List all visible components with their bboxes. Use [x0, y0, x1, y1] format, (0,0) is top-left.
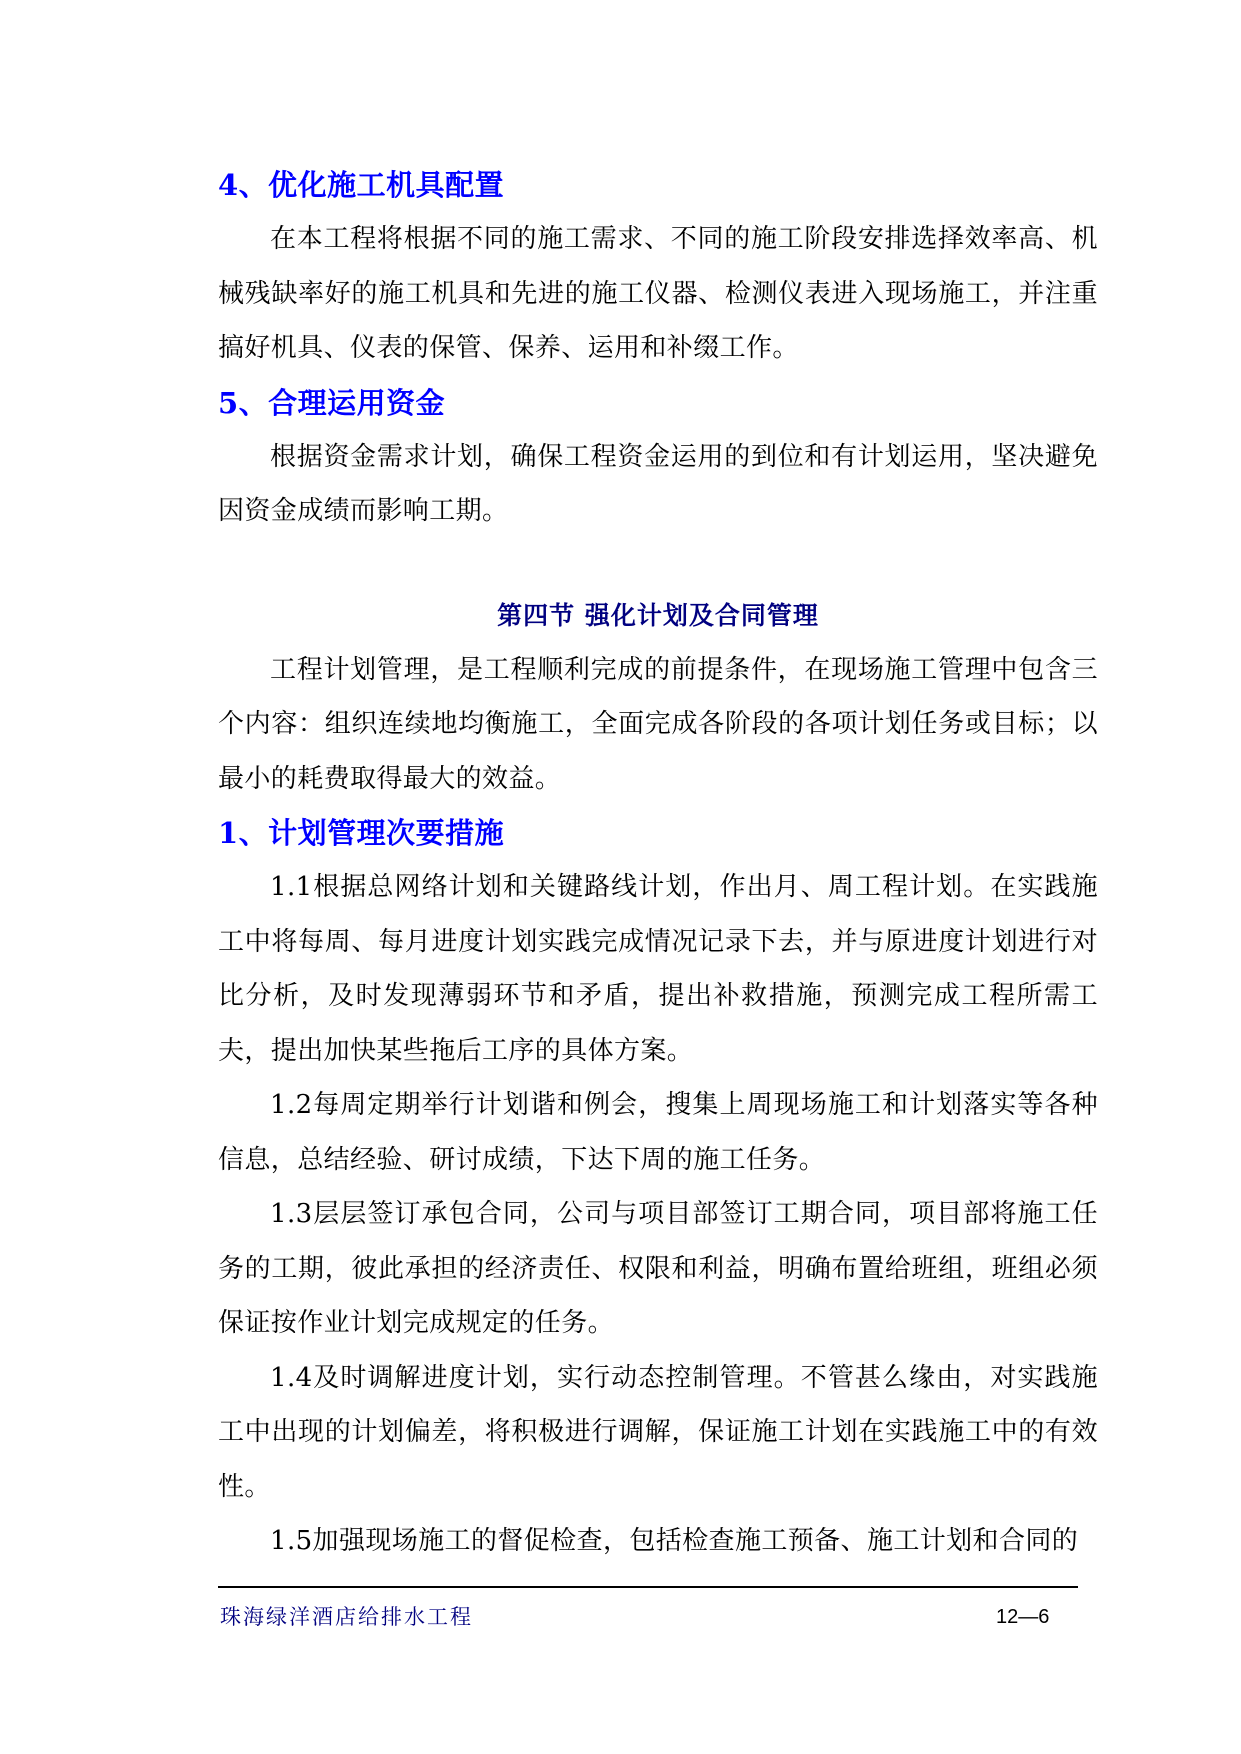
- section-title: 第四节 强化计划及合同管理: [497, 600, 819, 630]
- paragraph-1-1: 1.1根据总网络计划和关键路线计划，作出月、周工程计划。在实践施工中将每周、每月进度计划实践完成情况记录下去，并与原进度计划进行对比分析，及时发现薄弱环节和矛盾，提出补救措施，预测完成工程所需工夫，提出加快某些拖后工序的具体方案。: [218, 872, 1098, 1066]
- heading-use-funds: 5、合理运用资金: [218, 385, 446, 420]
- paragraph-plan-intro: 工程计划管理，是工程顺利完成的前提条件，在现场施工管理中包含三个内容：组织连续地均衡施工，全面完成各阶段的各项计划任务或目标；以最小的耗费取得最大的效益。: [218, 654, 1098, 794]
- paragraph-1-3: 1.3层层签订承包合同，公司与项目部签订工期合同，项目部将施工任务的工期，彼此承担的经济责任、权限和利益，明确布置给班组，班组必须保证按作业计划完成规定的任务。: [218, 1199, 1098, 1338]
- paragraph-funds: 根据资金需求计划，确保工程资金运用的到位和有计划运用，坚决避免因资金成绩而影响工期。: [218, 441, 1098, 526]
- paragraph-equipment: 在本工程将根据不同的施工需求、不同的施工阶段安排选择效率高、机械残缺率好的施工机具和先进的施工仪器、检测仪表进入现场施工，并注重搞好机具、仪表的保管、保养、运用和补缀工作。: [218, 224, 1098, 363]
- page-content: [218, 158, 1098, 1569]
- paragraph-1-5: 1.5加强现场施工的督促检查，包括检查施工预备、施工计划和合同的: [270, 1526, 1079, 1556]
- heading-optimize-equipment: 4、优化施工机具配置: [218, 168, 505, 202]
- paragraph-1-2: 1.2每周定期举行计划谐和例会，搜集上周现场施工和计划落实等各种信息，总结经验、研讨成绩，下达下周的施工任务。: [218, 1090, 1098, 1175]
- footer-divider: [218, 1586, 1078, 1588]
- footer-project-name: 珠海绿洋酒店给排水工程: [220, 1605, 473, 1629]
- paragraph-1-4: 1.4及时调解进度计划，实行动态控制管理。不管甚么缘由，对实践施工中出现的计划偏差，将积极进行调解，保证施工计划在实践施工中的有效性。: [218, 1362, 1098, 1502]
- footer-page-number: 12—6: [996, 1606, 1050, 1628]
- heading-plan-measures: 1、计划管理次要措施: [218, 816, 505, 850]
- section-spacer: [218, 539, 1098, 589]
